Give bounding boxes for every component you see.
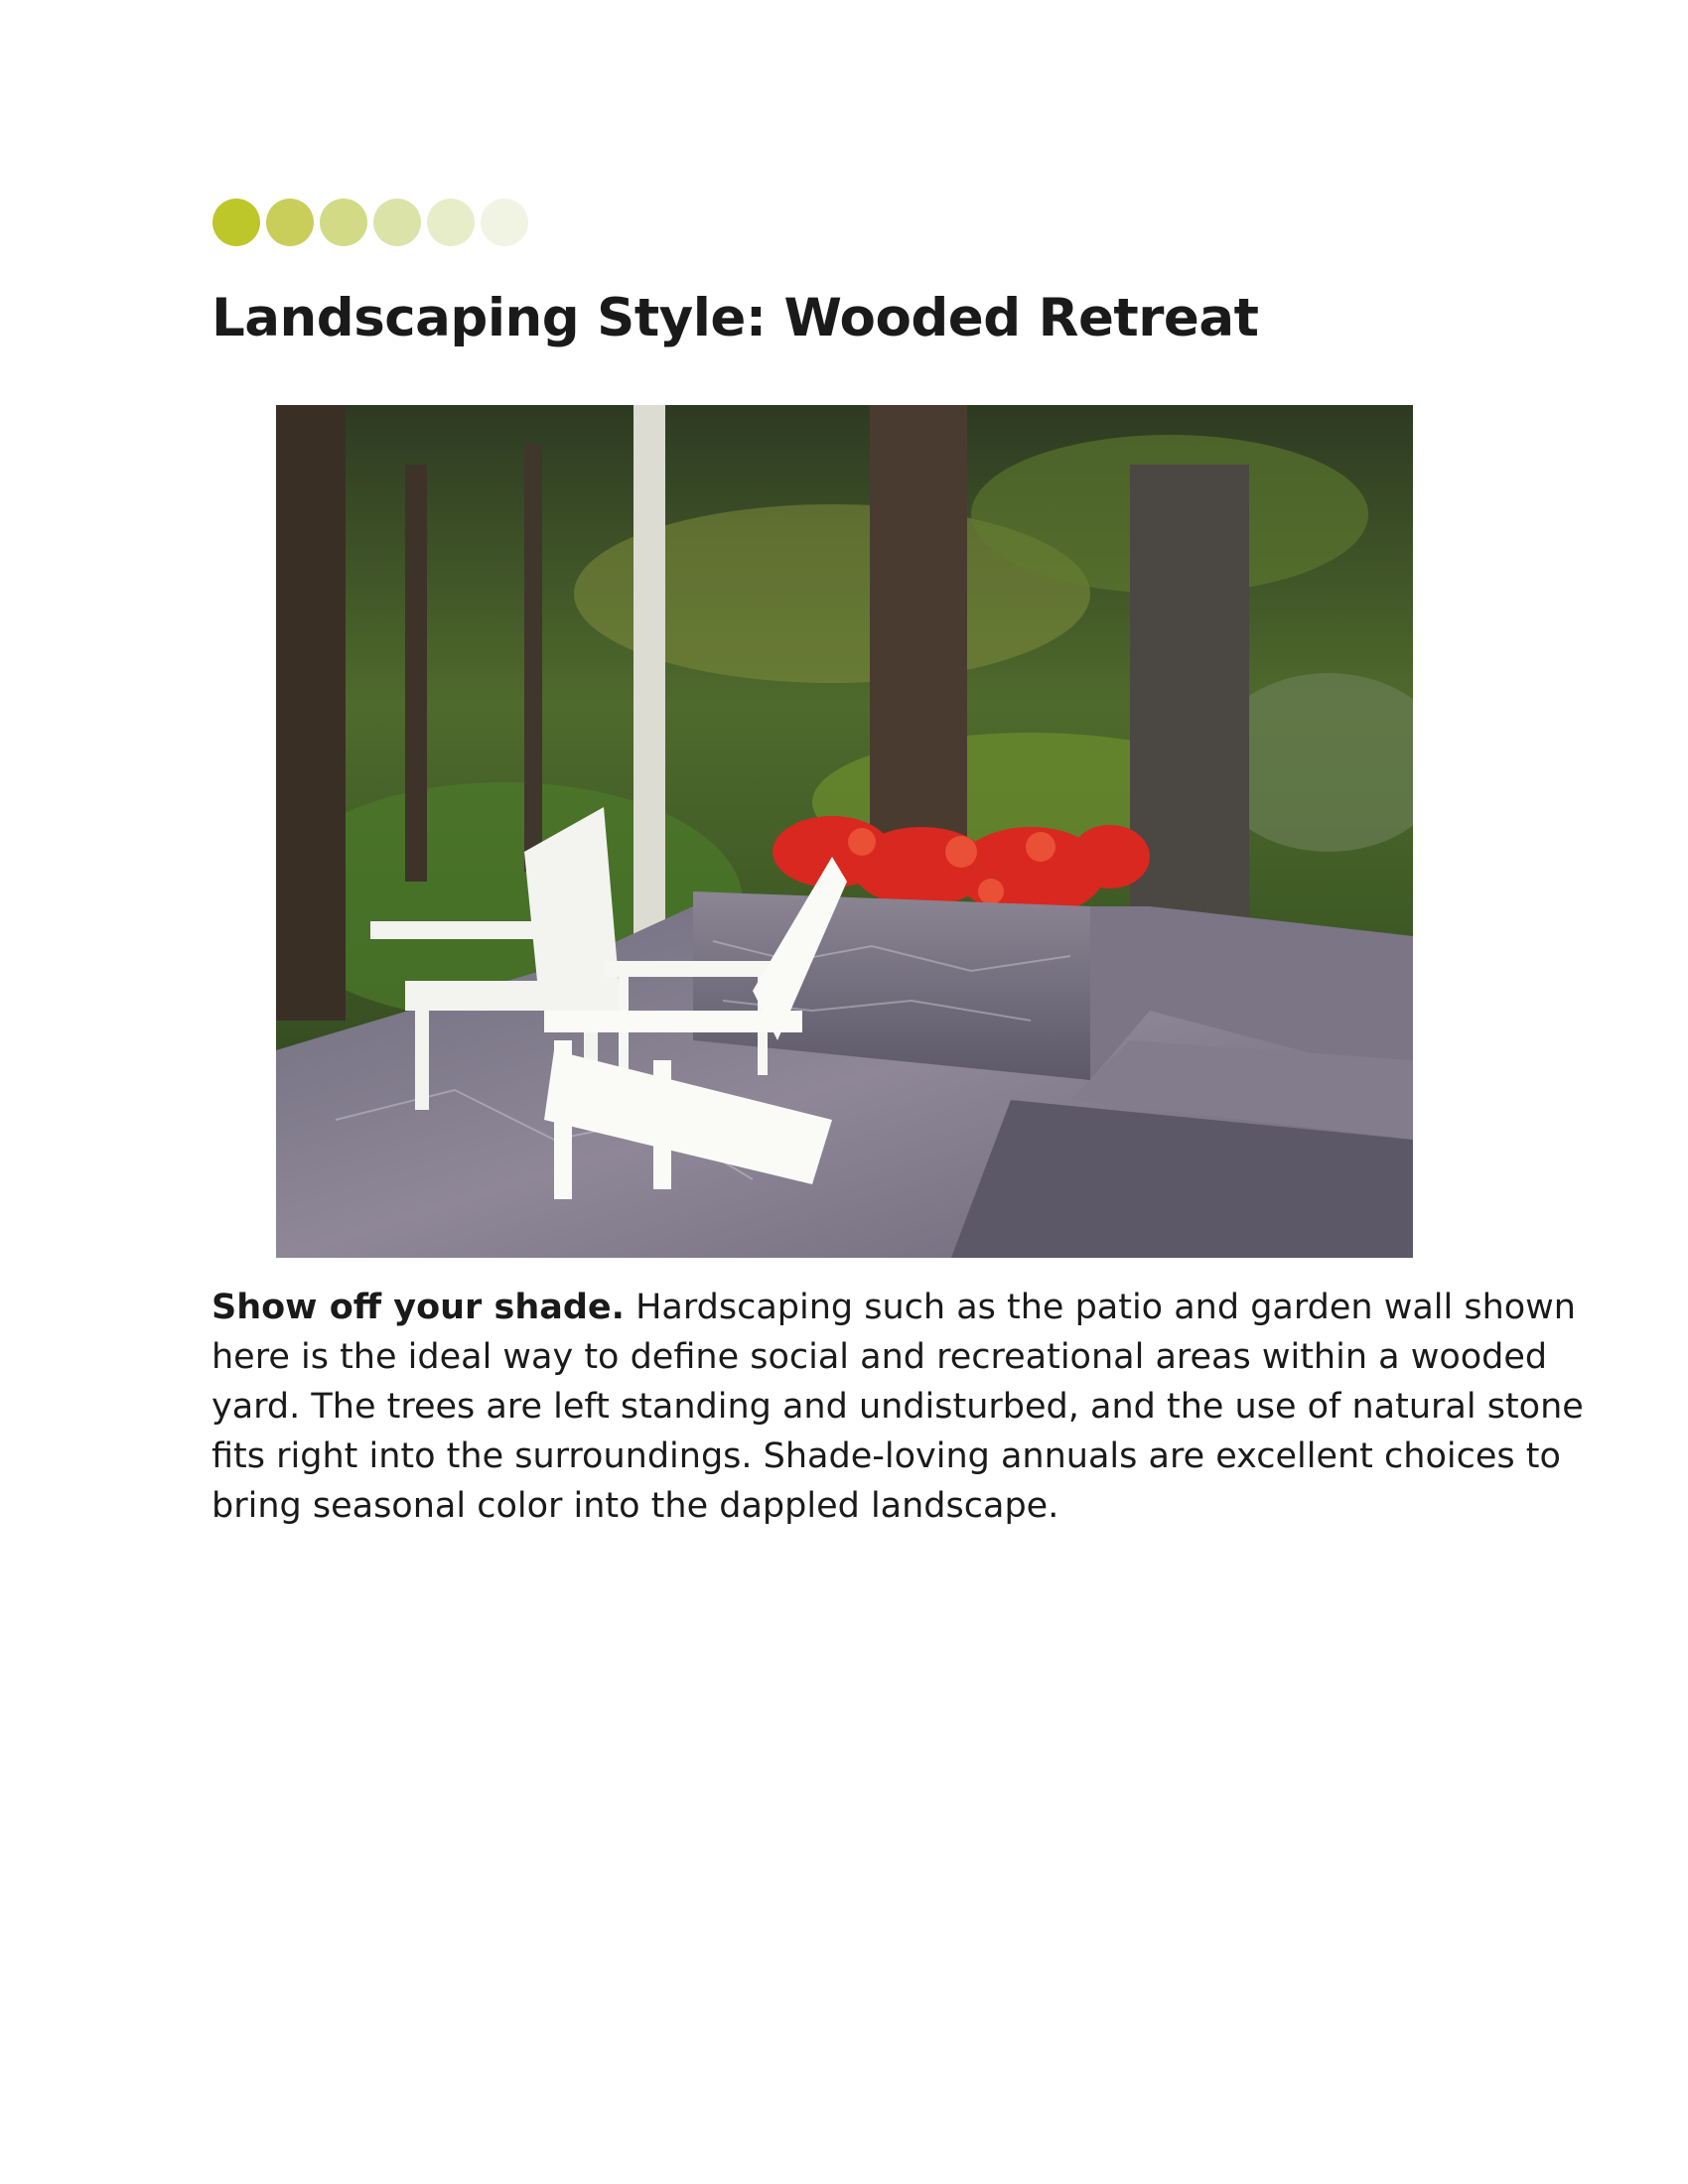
- patio-photo: [276, 405, 1413, 1258]
- color-dot: [373, 199, 421, 246]
- color-dot: [212, 199, 260, 246]
- caption-line-5: bring seasonal color into the dappled landscape.: [211, 1486, 1059, 1526]
- caption-line-2: here is the ideal way to define social and recreational areas within a wooded: [211, 1337, 1548, 1377]
- color-dot: [427, 199, 475, 246]
- caption-line-4: fits right into the surroundings. Shade-loving annuals are excellent choices to: [211, 1436, 1561, 1476]
- color-dots: [212, 199, 528, 246]
- caption-line-1: [211, 1283, 1576, 1332]
- page-title: Landscaping Style: Wooded Retreat: [211, 288, 1259, 348]
- color-dot: [320, 199, 367, 246]
- color-dot: [266, 199, 314, 246]
- caption-lead: Show off your shade.: [211, 1288, 625, 1327]
- caption-text: Hardscaping such as the patio and garden wall shown: [624, 1288, 1576, 1327]
- color-dot: [481, 199, 528, 246]
- caption: [211, 1283, 1584, 1531]
- caption-line-3: yard. The trees are left standing and undisturbed, and the use of natural stone: [211, 1387, 1584, 1427]
